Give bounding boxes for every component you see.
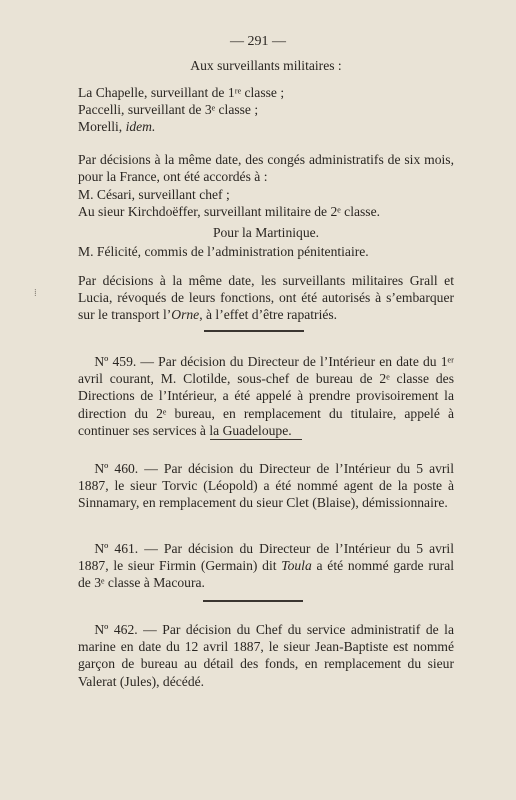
decision-text: — Par décision du Directeur de l’Intérieur du 5 avril 1887, le sieur Torvic (Léopold) a été nommé agent de la poste à Sinnamary, en remplacement du sieur Clet (Blaise), démissionnaire. [78, 461, 454, 511]
separator-rule [204, 330, 304, 332]
surveillant-line: Morelli, idem. [78, 119, 156, 134]
decision-461: Nº 461. — Par décision du Directeur de l’Intérieur du 5 avril 1887, le sieur Firmin (Germain) dit Toula a été nommé garde rural de 3ᵉ classe à Macoura. [78, 541, 454, 591]
margin-mark: ⁞ [34, 288, 37, 299]
decision-number: Nº 462. [94, 622, 138, 637]
conges-paragraph: Par décisions à la même date, des congés administratifs de six mois, pour la France, ont été accordés à : [78, 152, 454, 185]
decision-text: — Par décision du Directeur de l’Intérieur en date du 1ᵉʳ avril courant, M. Clotilde, sous-chef de bureau de 2ᵉ classe des Directions de l’Intérieur, a été appelé à prendre provisoirement la direction du 2ᵉ bureau, en remplacement du titulaire, appelé à continuer ses services à la Guadeloupe. [78, 354, 454, 438]
decision-number: Nº 459. [94, 354, 137, 369]
decision-number: Nº 461. [94, 541, 139, 556]
decision-459 [78, 353, 454, 439]
separator-rule [210, 439, 302, 440]
conges-line: M. Césari, surveillant chef ; [78, 187, 230, 202]
surveillant-line: Paccelli, surveillant de 3ᵉ classe ; [78, 102, 259, 117]
surveillant-line: La Chapelle, surveillant de 1ʳᵉ classe ; [78, 85, 285, 100]
rapatries-paragraph: Par décisions à la même date, les surveillants militaires Grall et Lucia, révoqués de leurs fonctions, ont été autorisés à s’embarquer sur le transport l’Orne, à l’effet d’être rapatriés. [78, 273, 454, 323]
page-number: — 291 — [230, 34, 286, 49]
separator-rule [203, 600, 303, 602]
martinique-line: M. Félicité, commis de l’administration pénitentiaire. [78, 244, 369, 259]
decision-460 [78, 460, 454, 512]
conges-line: Au sieur Kirchdoëffer, surveillant militaire de 2ᵉ classe. [78, 204, 381, 219]
decision-462 [78, 621, 454, 690]
surveillants-heading: Aux surveillants militaires : [190, 58, 342, 73]
decision-number: Nº 460. [94, 461, 139, 476]
decision-text: — Par décision du Chef du service administratif de la marine en date du 12 avril 1887, le sieur Jean-Baptiste est nommé garçon de bureau au détail des fonds, en remplacement du sieur Valerat (Jules), décédé. [78, 622, 454, 689]
martinique-heading: Pour la Martinique. [212, 225, 320, 240]
